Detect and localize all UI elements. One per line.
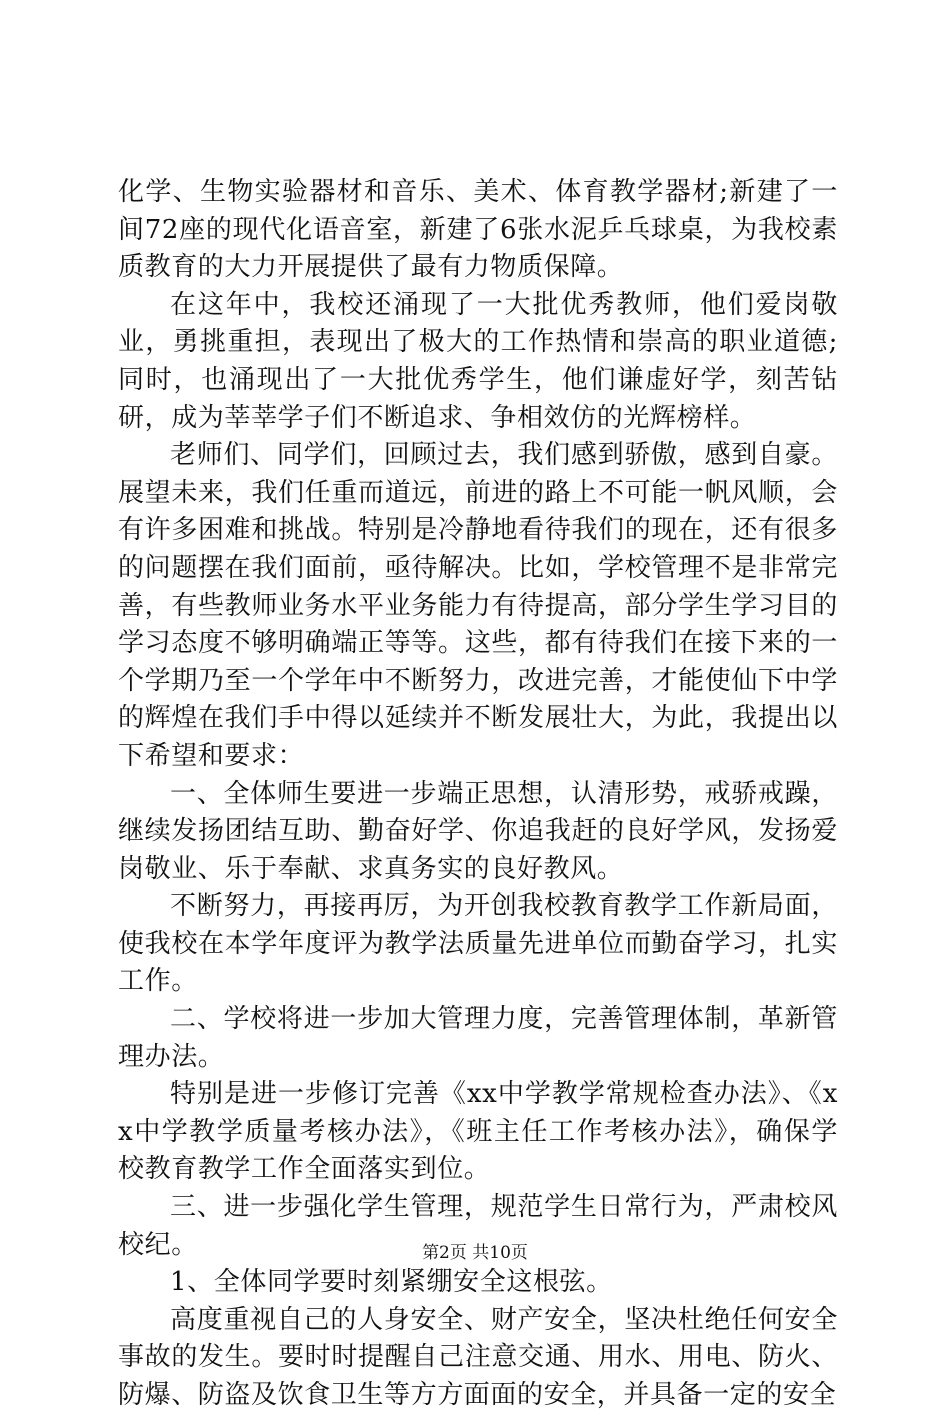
paragraph-4: 一、全体师生要进一步端正思想，认清形势，戒骄戒躁，继续发扬团结互助、勤奋好学、你追我赶的良好学风，发扬爱岗敬业、乐于奉献、求真务实的良好教风。 (118, 778, 838, 884)
document-body (118, 174, 838, 1415)
paragraph-3: 老师们、同学们，回顾过去，我们感到骄傲，感到自豪。展望未来，我们任重而道远，前进的路上不可能一帆风顺，会有许多困难和挑战。特别是冷静地看待我们的现在，还有很多的问题摆在我们面前，亟待解决。比如，学校管理不是非常完善，有些教师业务水平业务能力有待提高，部分学生学习目的学习态度不够明确端正等等。这些，都有待我们在接下来的一个学期乃至一个学年中不断努力，改进完善，才能使仙下中学的辉煌在我们手中得以延续并不断发展壮大，为此，我提出以下希望和要求： (118, 440, 838, 771)
paragraph-1: 化学、生物实验器材和音乐、美术、体育教学器材;新建了一间72座的现代化语音室，新建了6张水泥乒乓球桌，为我校素质教育的大力开展提供了最有力物质保障。 (118, 177, 838, 283)
paragraph-9: 1、全体同学要时刻紧绷安全这根弦。 (170, 1267, 613, 1298)
page-footer: 第2页 共10页 (422, 1243, 528, 1263)
paragraph-6: 二、学校将进一步加大管理力度，完善管理体制，革新管理办法。 (118, 1004, 838, 1072)
paragraph-2: 在这年中，我校还涌现了一大批优秀教师，他们爱岗敬业，勇挑重担，表现出了极大的工作热情和崇高的职业道德;同时，也涌现出了一大批优秀学生，他们谦虚好学，刻苦钻研，成为莘莘学子们不断追求、争相效仿的光辉榜样。 (118, 289, 838, 433)
paragraph-8: 三、进一步强化学生管理，规范学生日常行为，严肃校风校纪。 (118, 1192, 838, 1260)
paragraph-10: 高度重视自己的人身安全、财产安全，坚决杜绝任何安全事故的发生。要时时提醒自己注意交通、用水、用电、防火、防爆、防盗及饮食卫生等方方面面的安全，并具备一定的安全 (118, 1304, 838, 1410)
paragraph-7: 特别是进一步修订完善《xx中学教学常规检查办法》、《xx中学教学质量考核办法》，《班主任工作考核办法》，确保学校教育教学工作全面落实到位。 (118, 1079, 838, 1185)
paragraph-5: 不断努力，再接再厉，为开创我校教育教学工作新局面，使我校在本学年度评为教学法质量先进单位而勤奋学习，扎实工作。 (118, 891, 838, 997)
